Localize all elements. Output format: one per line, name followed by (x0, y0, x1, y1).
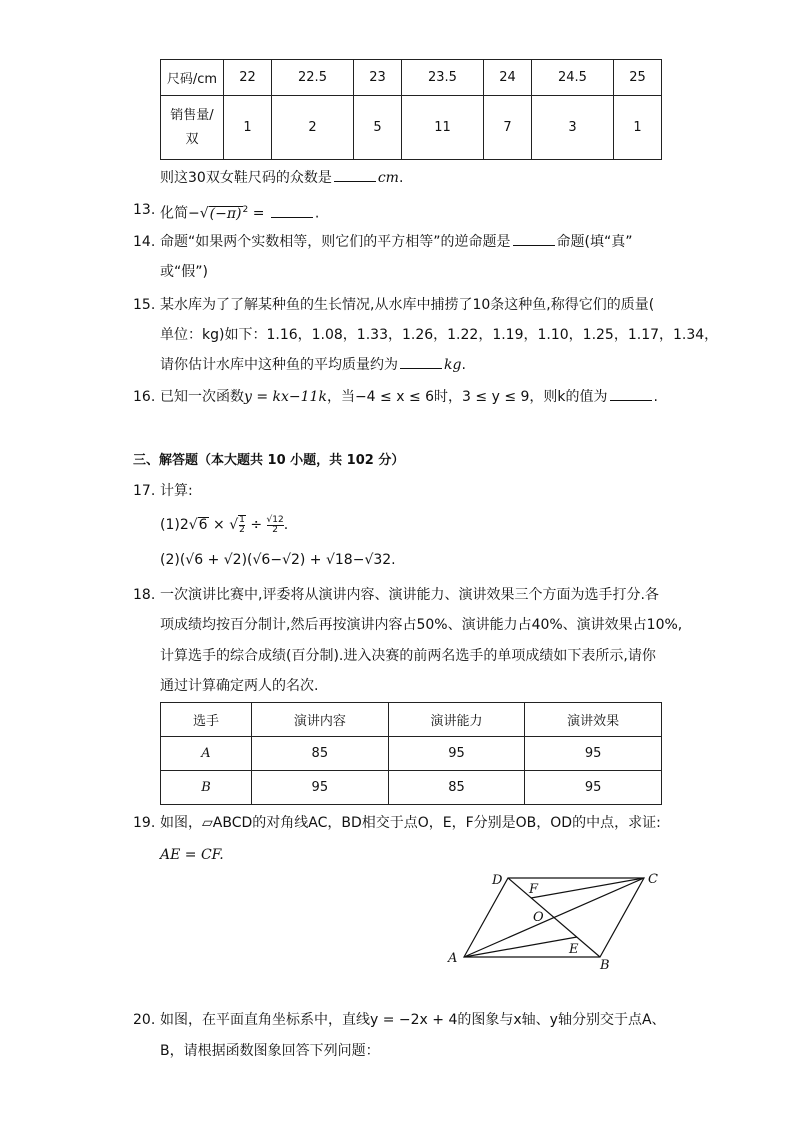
q15-line2: 单位：kg)如下：1.16，1.08，1.33，1.26，1.22，1.19，1.10，1.25，1.17，1.34， (160, 327, 719, 343)
table-header-sales (161, 96, 224, 160)
sales-cell: 1 (224, 96, 272, 160)
q19-line1: 如图，▱ABCD的对角线AC，BD相交于点O，E，F分别是OB，OD的中点，求证: (160, 815, 661, 831)
size-cell: 22 (224, 60, 272, 96)
sales-cell: 11 (402, 96, 484, 160)
table-header: 演讲效果 (525, 703, 662, 737)
fraction: $\frac{√12}{2}$ (266, 514, 284, 535)
size-cell: 23 (353, 60, 401, 96)
player-cell: A (161, 737, 252, 771)
label-f: F (529, 882, 539, 897)
answer-blank (610, 388, 652, 401)
q14-line2: 或“假”) (160, 264, 208, 280)
q17-part1: (1)2√6 × √ $\frac{1}{2}$ ÷ $\frac{√12}{2}$ . (160, 514, 289, 535)
sales-cell: 5 (353, 96, 401, 160)
q16-text: 已知一次函数y = kx−11k，当−4 ≤ x ≤ 6时，3 ≤ y ≤ 9，则k的值为 . (160, 389, 658, 405)
q18-line1: 一次演讲比赛中,评委将从演讲内容、演讲能力、演讲效果三个方面为选手打分.各 (160, 587, 659, 603)
label-e: E (569, 942, 579, 957)
table-header: 演讲能力 (388, 703, 525, 737)
section-heading: 三、解答题（本大题共 10 小题，共 102 分） (133, 453, 405, 468)
segment-ae (464, 937, 577, 957)
sales-cell: 2 (272, 96, 354, 160)
score-cell: 95 (525, 737, 662, 771)
q15-number: 15. (133, 297, 156, 313)
q19-number: 19. (133, 815, 156, 831)
size-cell: 23.5 (402, 60, 484, 96)
shoe-size-table (160, 59, 662, 160)
size-cell: 24.5 (531, 60, 613, 96)
answer-blank (513, 233, 555, 246)
q19-line2: AE = CF. (160, 847, 224, 863)
q20-line2: B，请根据函数图象回答下列问题： (160, 1043, 380, 1059)
q20-line1: 如图，在平面直角坐标系中，直线y = −2x + 4的图象与x轴、y轴分别交于点A、 (160, 1012, 666, 1028)
parallelogram-figure (440, 865, 670, 975)
label-o: O (533, 910, 544, 925)
score-cell: 95 (388, 737, 525, 771)
q13-text: 化简$-√(-\pi)^2$ = . (160, 205, 320, 222)
player-cell: B (161, 771, 252, 805)
score-cell: 85 (252, 737, 389, 771)
fraction: $\frac{1}{2}$ (239, 515, 245, 535)
size-cell: 24 (483, 60, 531, 96)
diagonal-bd (508, 878, 600, 957)
table-header-size: 尺码/cm (161, 60, 224, 96)
size-cell: 22.5 (272, 60, 354, 96)
label-c: C (648, 872, 658, 887)
sales-cell: 1 (613, 96, 661, 160)
q17-part2: (2)(√6 + √2)(√6−√2) + √18−√32. (160, 552, 396, 568)
score-cell: 85 (388, 771, 525, 805)
q13-number: 13. (133, 202, 156, 218)
answer-blank (334, 169, 376, 182)
sales-header-line1: 销售量/ (170, 107, 214, 123)
q15-line1: 某水库为了了解某种鱼的生长情况,从水库中捕捞了10条这种鱼,称得它们的质量( (160, 297, 655, 313)
score-cell: 95 (525, 771, 662, 805)
table-header: 选手 (161, 703, 252, 737)
sales-cell: 3 (531, 96, 613, 160)
sales-header-line2: 双 (185, 131, 199, 147)
label-b: B (600, 958, 610, 973)
table-header: 演讲内容 (252, 703, 389, 737)
q14-line1: 命题“如果两个实数相等，则它们的平方相等”的逆命题是 命题(填“真” (160, 234, 633, 250)
q14-number: 14. (133, 234, 156, 250)
q18-line3: 计算选手的综合成绩(百分制).进入决赛的前两名选手的单项成绩如下表所示,请你 (160, 648, 656, 664)
size-cell: 25 (613, 60, 661, 96)
q15-line3: 请你估计水库中这种鱼的平均质量约为 kg. (160, 357, 466, 373)
q16-number: 16. (133, 389, 156, 405)
score-cell: 95 (252, 771, 389, 805)
answer-blank (400, 356, 442, 369)
sales-cell: 7 (483, 96, 531, 160)
q18-number: 18. (133, 587, 156, 603)
q17-title: 计算: (160, 483, 193, 499)
answer-blank (271, 205, 313, 218)
q12-tail: 则这30双女鞋尺码的众数是 cm. (160, 170, 404, 186)
q20-number: 20. (133, 1012, 156, 1028)
segment-cf (531, 878, 644, 898)
contest-score-table (160, 702, 662, 805)
label-d: D (492, 873, 503, 888)
label-a: A (448, 951, 458, 966)
q17-number: 17. (133, 483, 156, 499)
q18-line4: 通过计算确定两人的名次. (160, 678, 319, 694)
table-row (161, 737, 662, 771)
table-row (161, 771, 662, 805)
q18-line2: 项成绩均按百分制计,然后再按演讲内容占50%、演讲能力占40%、演讲效果占10%, (160, 617, 683, 633)
